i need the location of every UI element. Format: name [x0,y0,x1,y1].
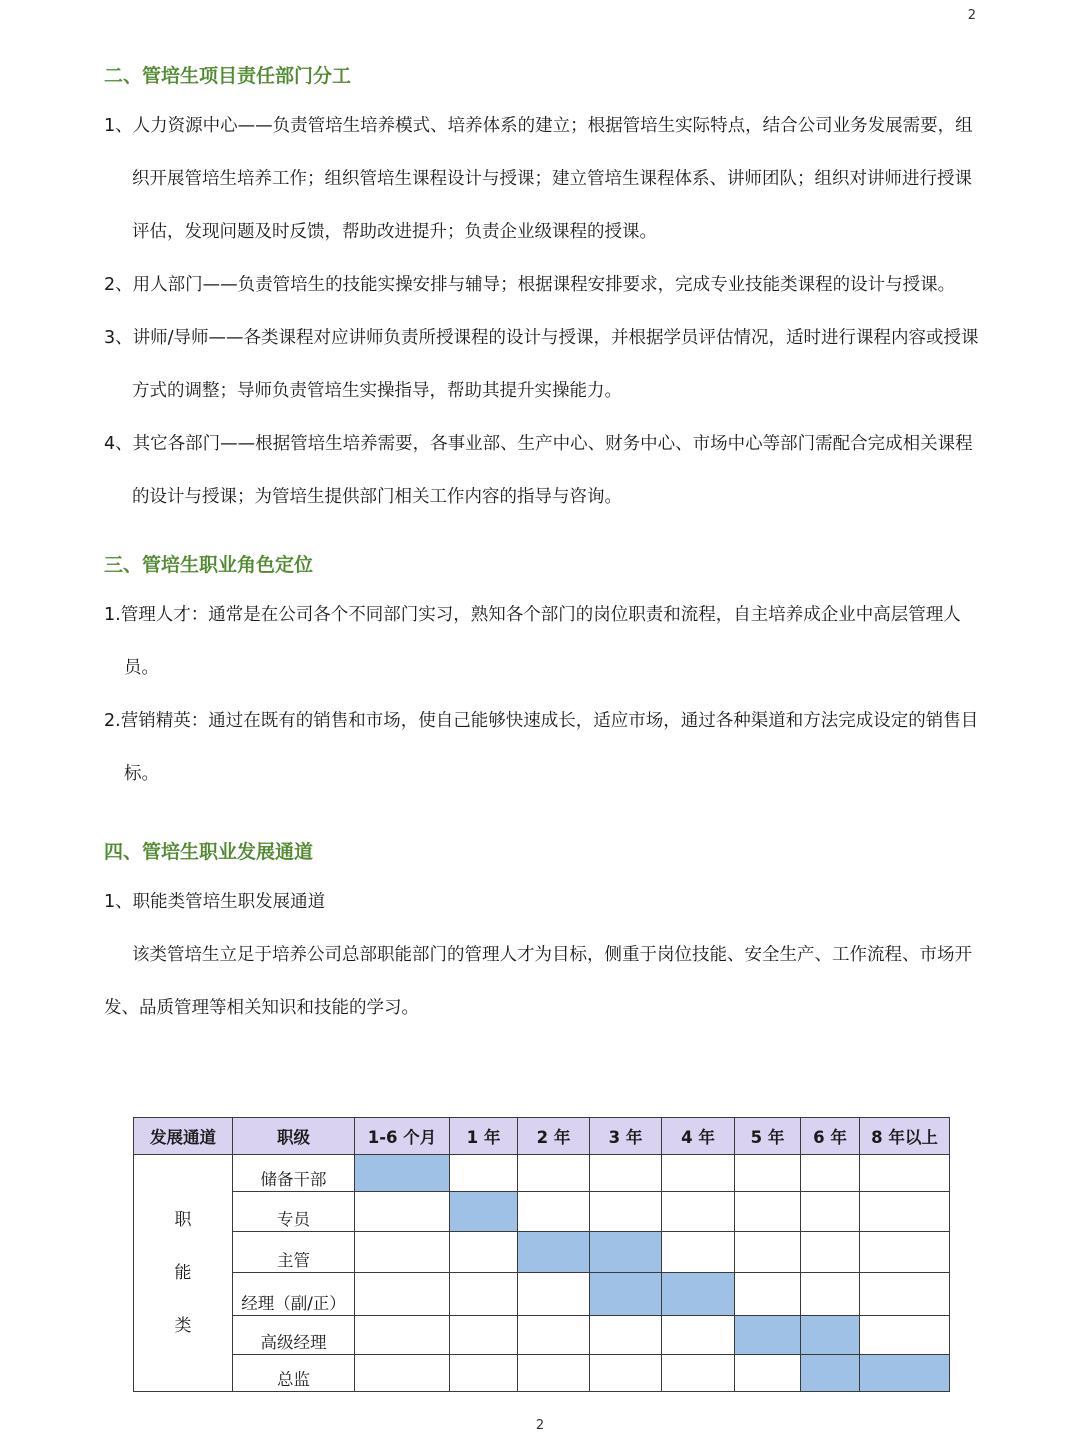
section2-item-1: 1、人力资源中心——负责管培生培养模式、培养体系的建立；根据管培生实际特点，结合公司业务发展需要，组织开展管培生培养工作；组织管培生课程设计与授课；建立管培生课程体系、讲师团队；组织对讲师进行授课评估，发现问题及时反馈，帮助改进提升；负责企业级课程的授课。 [104,116,973,242]
timeline-empty-cell [801,1192,860,1232]
timeline-empty-cell [590,1316,662,1355]
timeline-empty-cell [860,1273,950,1316]
timeline-empty-cell [590,1192,662,1232]
timeline-filled-cell [590,1232,662,1273]
timeline-empty-cell [860,1155,950,1192]
timeline-empty-cell [450,1316,518,1355]
timeline-filled-cell [590,1273,662,1316]
table-row [134,1316,950,1355]
timeline-filled-cell [662,1273,735,1316]
table-row [134,1273,950,1316]
header-period: 5 年 [735,1118,801,1155]
section4-title: 四、管培生职业发展通道 [104,841,314,863]
timeline-empty-cell [860,1192,950,1232]
position-cell: 专员 [233,1192,355,1232]
timeline-filled-cell [518,1232,590,1273]
timeline-empty-cell [450,1355,518,1392]
timeline-empty-cell [662,1355,735,1392]
header-period: 3 年 [590,1118,662,1155]
category-char: 能 [174,1262,192,1283]
timeline-empty-cell [735,1273,801,1316]
timeline-filled-cell [801,1316,860,1355]
category-char: 职 [174,1209,192,1230]
timeline-empty-cell [518,1155,590,1192]
section3-item-1: 1.管理人才：通常是在公司各个不同部门实习，熟知各个部门的岗位职责和流程，自主培养成企业中高层管理人员。 [104,605,961,678]
section2-item-4: 4、其它各部门——根据管培生培养需要，各事业部、生产中心、财务中心、市场中心等部门需配合完成相关课程的设计与授课；为管培生提供部门相关工作内容的指导与咨询。 [104,434,973,507]
timeline-filled-cell [860,1355,950,1392]
section3-title: 三、管培生职业角色定位 [104,554,314,576]
timeline-empty-cell [355,1232,450,1273]
career-path-table [133,1117,950,1392]
table-row [134,1155,950,1192]
category-cell [134,1155,233,1392]
timeline-empty-cell [518,1355,590,1392]
timeline-empty-cell [518,1192,590,1232]
timeline-filled-cell [355,1155,450,1192]
header-period: 8 年以上 [860,1118,950,1155]
section2-item-3: 3、讲师/导师——各类课程对应讲师负责所授课程的设计与授课，并根据学员评估情况，适时进行课程内容或授课方式的调整；导师负责管培生实操指导，帮助其提升实操能力。 [104,328,979,401]
table-row [134,1192,950,1232]
header-period: 1 年 [450,1118,518,1155]
timeline-empty-cell [662,1192,735,1232]
position-cell: 主管 [233,1232,355,1273]
page-number-bottom: 2 [535,1418,545,1433]
position-cell: 经理（副/正） [233,1273,355,1316]
page-number-top: 2 [967,8,976,23]
timeline-empty-cell [450,1232,518,1273]
timeline-empty-cell [518,1316,590,1355]
timeline-empty-cell [355,1355,450,1392]
section2-item-2: 2、用人部门——负责管培生的技能实操安排与辅导；根据课程安排要求，完成专业技能类课程的设计与授课。 [104,275,956,295]
timeline-empty-cell [355,1316,450,1355]
timeline-empty-cell [801,1273,860,1316]
header-period: 2 年 [518,1118,590,1155]
category-char: 类 [174,1315,192,1336]
header-period: 4 年 [662,1118,735,1155]
timeline-empty-cell [735,1192,801,1232]
position-cell: 高级经理 [233,1316,355,1355]
section2-title: 二、管培生项目责任部门分工 [104,65,352,87]
header-level: 职级 [233,1118,355,1155]
timeline-empty-cell [662,1316,735,1355]
section4-subtitle: 1、职能类管培生职发展通道 [104,892,326,912]
timeline-empty-cell [450,1273,518,1316]
timeline-empty-cell [735,1355,801,1392]
timeline-empty-cell [518,1273,590,1316]
position-cell: 总监 [233,1355,355,1392]
timeline-empty-cell [860,1316,950,1355]
timeline-empty-cell [801,1232,860,1273]
timeline-filled-cell [735,1316,801,1355]
document-body [104,56,980,1035]
header-channel: 发展通道 [134,1118,233,1155]
timeline-empty-cell [860,1232,950,1273]
timeline-empty-cell [590,1355,662,1392]
timeline-empty-cell [801,1155,860,1192]
timeline-filled-cell [450,1192,518,1232]
timeline-empty-cell [450,1155,518,1192]
timeline-empty-cell [662,1232,735,1273]
timeline-filled-cell [801,1355,860,1392]
table-header-row [134,1118,950,1155]
section4-description: 该类管培生立足于培养公司总部职能部门的管理人才为目标，侧重于岗位技能、安全生产、工作流程、市场开发、品质管理等相关知识和技能的学习。 [104,945,972,1018]
timeline-empty-cell [355,1192,450,1232]
timeline-empty-cell [590,1155,662,1192]
position-cell: 储备干部 [233,1155,355,1192]
header-period: 6 年 [801,1118,860,1155]
section3-item-2: 2.营销精英：通过在既有的销售和市场，使自己能够快速成长，适应市场，通过各种渠道和方法完成设定的销售目标。 [104,711,979,784]
header-period: 1-6 个月 [355,1118,450,1155]
timeline-empty-cell [662,1155,735,1192]
timeline-empty-cell [735,1232,801,1273]
table-body [134,1155,950,1392]
timeline-empty-cell [735,1155,801,1192]
table-row [134,1232,950,1273]
table-row [134,1355,950,1392]
timeline-empty-cell [355,1273,450,1316]
